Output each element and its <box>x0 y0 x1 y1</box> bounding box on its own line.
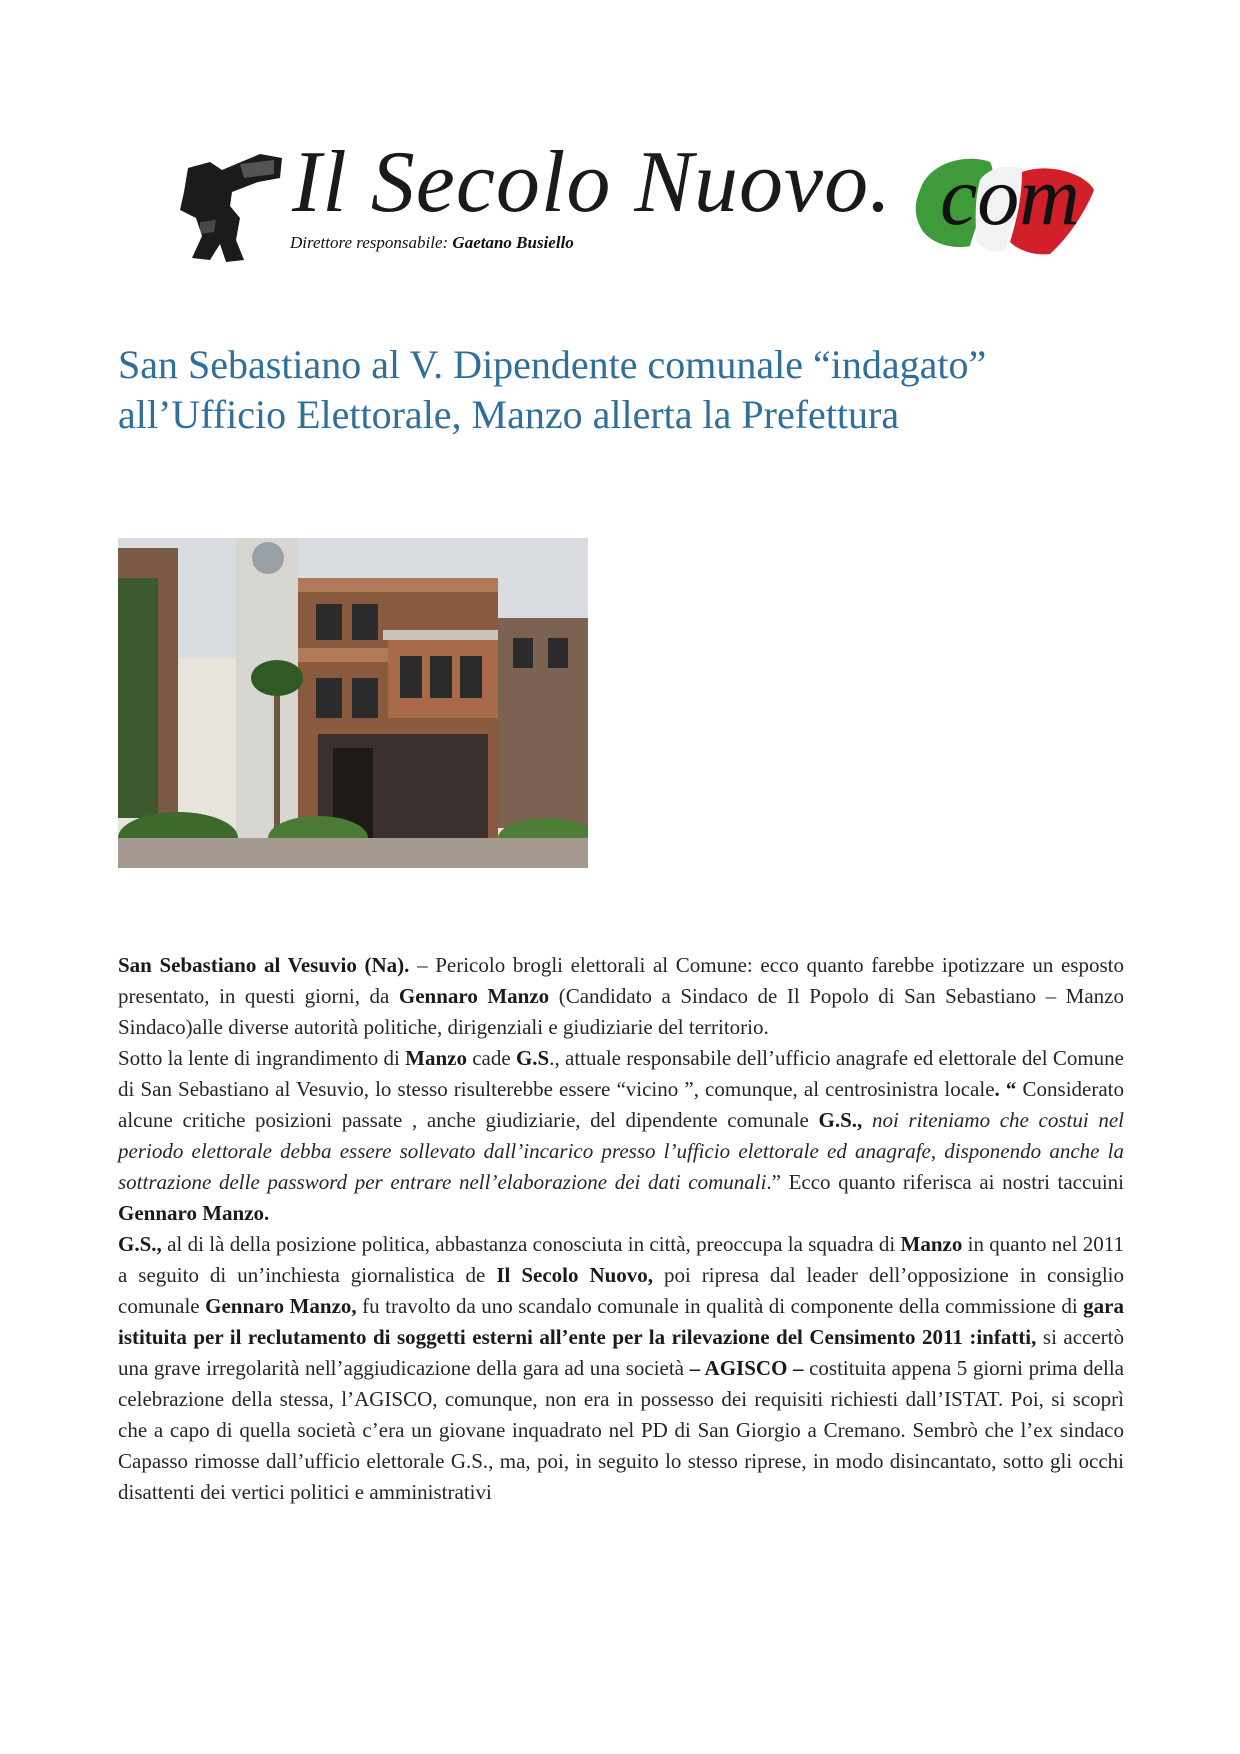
article-paragraph <box>118 1043 1124 1229</box>
text-run: in quanto nel 2011 a seguito di un’inchiesta giornalistica de <box>118 1232 1124 1287</box>
masthead-title: Il Secolo Nuovo. <box>292 134 893 231</box>
initials: G.S <box>515 1046 550 1070</box>
person-name: Gennaro Manzo. <box>118 1201 270 1225</box>
text-run: cade <box>466 1046 516 1070</box>
article-body <box>118 950 1124 1508</box>
text-run: si accertò una grave irregolarità nell’aggiudicazione della gara ad una società <box>118 1325 1124 1380</box>
quote-mark: . “ <box>994 1077 1017 1101</box>
text-run: – Pericolo brogli elettorali al Comune: ecco quanto farebbe ipotizzare un esposto presentato, in questi giorni, da <box>118 953 1124 1008</box>
article-headline: San Sebastiano al V. Dipendente comunale “indagato” all’Ufficio Elettorale, Manzo allerta la Prefettura <box>118 342 987 437</box>
company-name: – AGISCO – <box>689 1356 804 1380</box>
initials: G.S., <box>118 1232 162 1256</box>
text-run: poi ripresa dal leader dell’opposizione in consiglio comunale <box>118 1263 1124 1318</box>
text-run: Sotto la lente di ingrandimento di <box>118 1046 406 1070</box>
masthead-director <box>290 233 574 253</box>
text-run: fu travolto da uno scandalo comunale in qualità di componente della commissione di <box>356 1294 1084 1318</box>
initials: G.S., <box>818 1108 863 1132</box>
director-name: Gaetano Busiello <box>452 233 574 252</box>
dateline: San Sebastiano al Vesuvio (Na). <box>118 953 410 977</box>
herald-figure-icon <box>170 148 290 266</box>
town-hall-photo <box>118 538 588 868</box>
text-run: costituita appena 5 giorni prima della celebrazione della stessa, l’AGISCO, comunque, non era in possesso dei requisiti richiesti dall’ISTAT. Poi, si scoprì che a capo di quella società c’era un giovane inquadrato nel PD di San Giorgio a Cremano. Sembrò che l’ex sindaco Capasso rimosse dall’ufficio elettorale G.S., ma, poi, in seguito lo stesso riprese, in modo disincantato, sotto gli occhi disattenti dei vertici politici e amministrativi <box>118 1356 1124 1504</box>
director-label: Direttore responsabile: <box>290 233 449 252</box>
article-paragraph <box>118 1229 1124 1508</box>
person-name: Gennaro Manzo <box>398 984 550 1008</box>
person-name: Manzo <box>900 1232 963 1256</box>
emphasis-text: gara istituita per il reclutamento di soggetti esterni all’ente per la rilevazione del Censimento 2011 :infatti, <box>118 1294 1124 1349</box>
person-name: Gennaro Manzo, <box>205 1294 357 1318</box>
person-name: Manzo <box>405 1046 467 1070</box>
text-run: al di là della posizione politica, abbastanza conosciuta in città, preoccupa la squadra di <box>161 1232 901 1256</box>
text-run: ., attuale responsabile dell’ufficio anagrafe ed elettorale del Comune di San Sebastiano al Vesuvio, lo stesso risulterebbe essere “vicino ”, comunque, al centrosinistra locale <box>118 1046 1124 1101</box>
text-run: .” Ecco quanto riferisca ai nostri taccuini <box>766 1170 1124 1194</box>
text-run: (Candidato a Sindaco de Il Popolo di San Sebastiano – Manzo Sindaco)alle diverse autorità politiche, dirigenziali e giudiziarie del territorio. <box>118 984 1124 1039</box>
masthead <box>170 134 1090 268</box>
masthead-tld: com <box>940 150 1080 243</box>
quoted-text: noi riteniamo che costui nel periodo elettorale debba essere sollevato dall’incarico presso l’ufficio elettorale ed anagrafe, disponendo anche la sottrazione delle password per entrare nell’elaborazione dei dati comunali <box>118 1108 1124 1194</box>
publication-name: Il Secolo Nuovo, <box>496 1263 654 1287</box>
article-paragraph <box>118 950 1124 1043</box>
text-run: Considerato alcune critiche posizioni passate , anche giudiziarie, del dipendente comunale <box>118 1077 1125 1132</box>
